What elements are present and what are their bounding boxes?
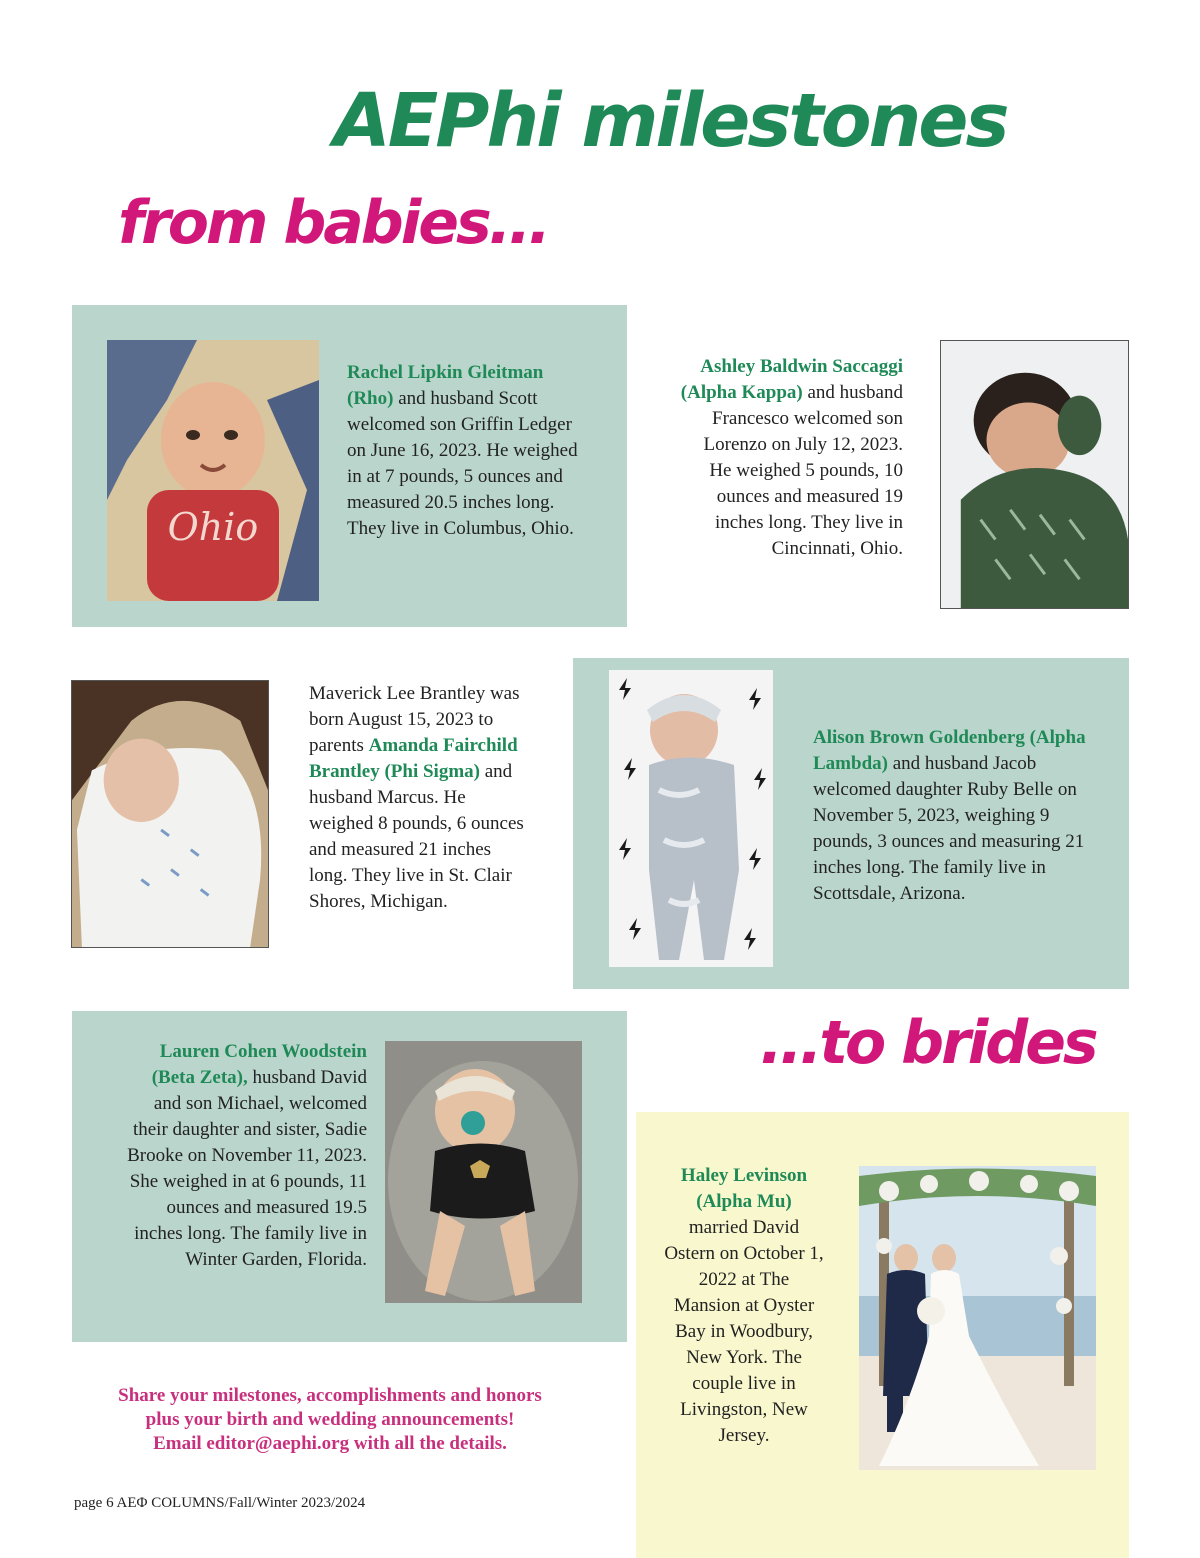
wedding-photo [859,1166,1096,1470]
announcement-body: husband David and son Michael, welcomed their daughter and sister, Sadie Brooke on November 11, 2023. She weighed in at 6 pounds, 11 ounces and measured 19.5 inches long. The family live in Winter Garden, Florida. [127,1067,367,1270]
announcement-text-goldenberg [813,725,1088,907]
chapter-name: (Alpha Mu) [696,1191,792,1212]
baby-photo-maverick [71,680,269,948]
shirt-text: Ohio [167,505,259,549]
wedding-announcement-text [664,1163,824,1449]
member-name: Haley Levinson [680,1165,808,1186]
announcement-body: and husband Jacob welcomed daughter Ruby Belle on November 5, 2023, weighing 9 pounds, 3 ounces and measuring 21 inches long. The family live in Scottsdale, Arizona. [813,753,1085,904]
subtitle-from-babies: from babies... [118,188,549,258]
member-name: Lauren Cohen Woodstein [159,1041,367,1062]
announcement-text-saccaggi [680,354,903,562]
page-title: AEPhi milestones [333,78,1007,164]
share-line-3: Email editor@aephi.org with all the details. [153,1433,507,1454]
chapter-name: (Alpha Kappa) [680,382,803,403]
share-line-2: plus your birth and wedding announcements! [145,1409,515,1430]
announcement-text-woodstein [120,1039,367,1273]
chapter-name: (Rho) [347,388,394,409]
announcement-body: and husband Francesco welcomed son Lorenzo on July 12, 2023. He weighed 5 pounds, 10 ounces and measured 19 inches long. They live in Cincinnati, Ohio. [703,382,903,559]
announcement-body: and husband Scott welcomed son Griffin Ledger on June 16, 2023. He weighed in at 7 pounds, 5 ounces and measured 20.5 inches long. They live in Columbus, Ohio. [347,388,578,539]
announcement-intro: Maverick Lee Brantley was born August 15, 2023 to parents [309,683,520,756]
share-line-1: Share your milestones, accomplishments and honors [118,1385,542,1406]
subtitle-to-brides: ...to brides [760,1008,1096,1078]
baby-photo-lorenzo [940,340,1129,609]
member-name: Amanda Fairchild Brantley (Phi Sigma) [309,735,518,782]
chapter-name: (Beta Zeta), [151,1067,248,1088]
share-callout [80,1384,580,1456]
announcement-text-brantley [309,681,524,915]
member-name: Ashley Baldwin Saccaggi [700,356,903,377]
member-name: Rachel Lipkin Gleitman [347,362,544,383]
baby-photo-ruby [609,670,773,967]
baby-photo-griffin [107,340,319,601]
page-footer: page 6 AEΦ COLUMNS/Fall/Winter 2023/2024 [74,1495,366,1511]
chapter-name: (Alpha Lambda) [813,727,1086,774]
announcement-body: and husband Marcus. He weighed 8 pounds, 6 ounces and measured 21 inches long. They live in St. Clair Shores, Michigan. [309,761,524,912]
announcement-body: married David Ostern on October 1, 2022 at The Mansion at Oyster Bay in Woodbury, New York. The couple live in Livingston, New Jersey. [664,1217,824,1446]
member-name: Alison Brown Goldenberg [813,727,1025,748]
baby-photo-sadie [385,1041,582,1303]
announcement-text-gleitman [347,360,592,542]
